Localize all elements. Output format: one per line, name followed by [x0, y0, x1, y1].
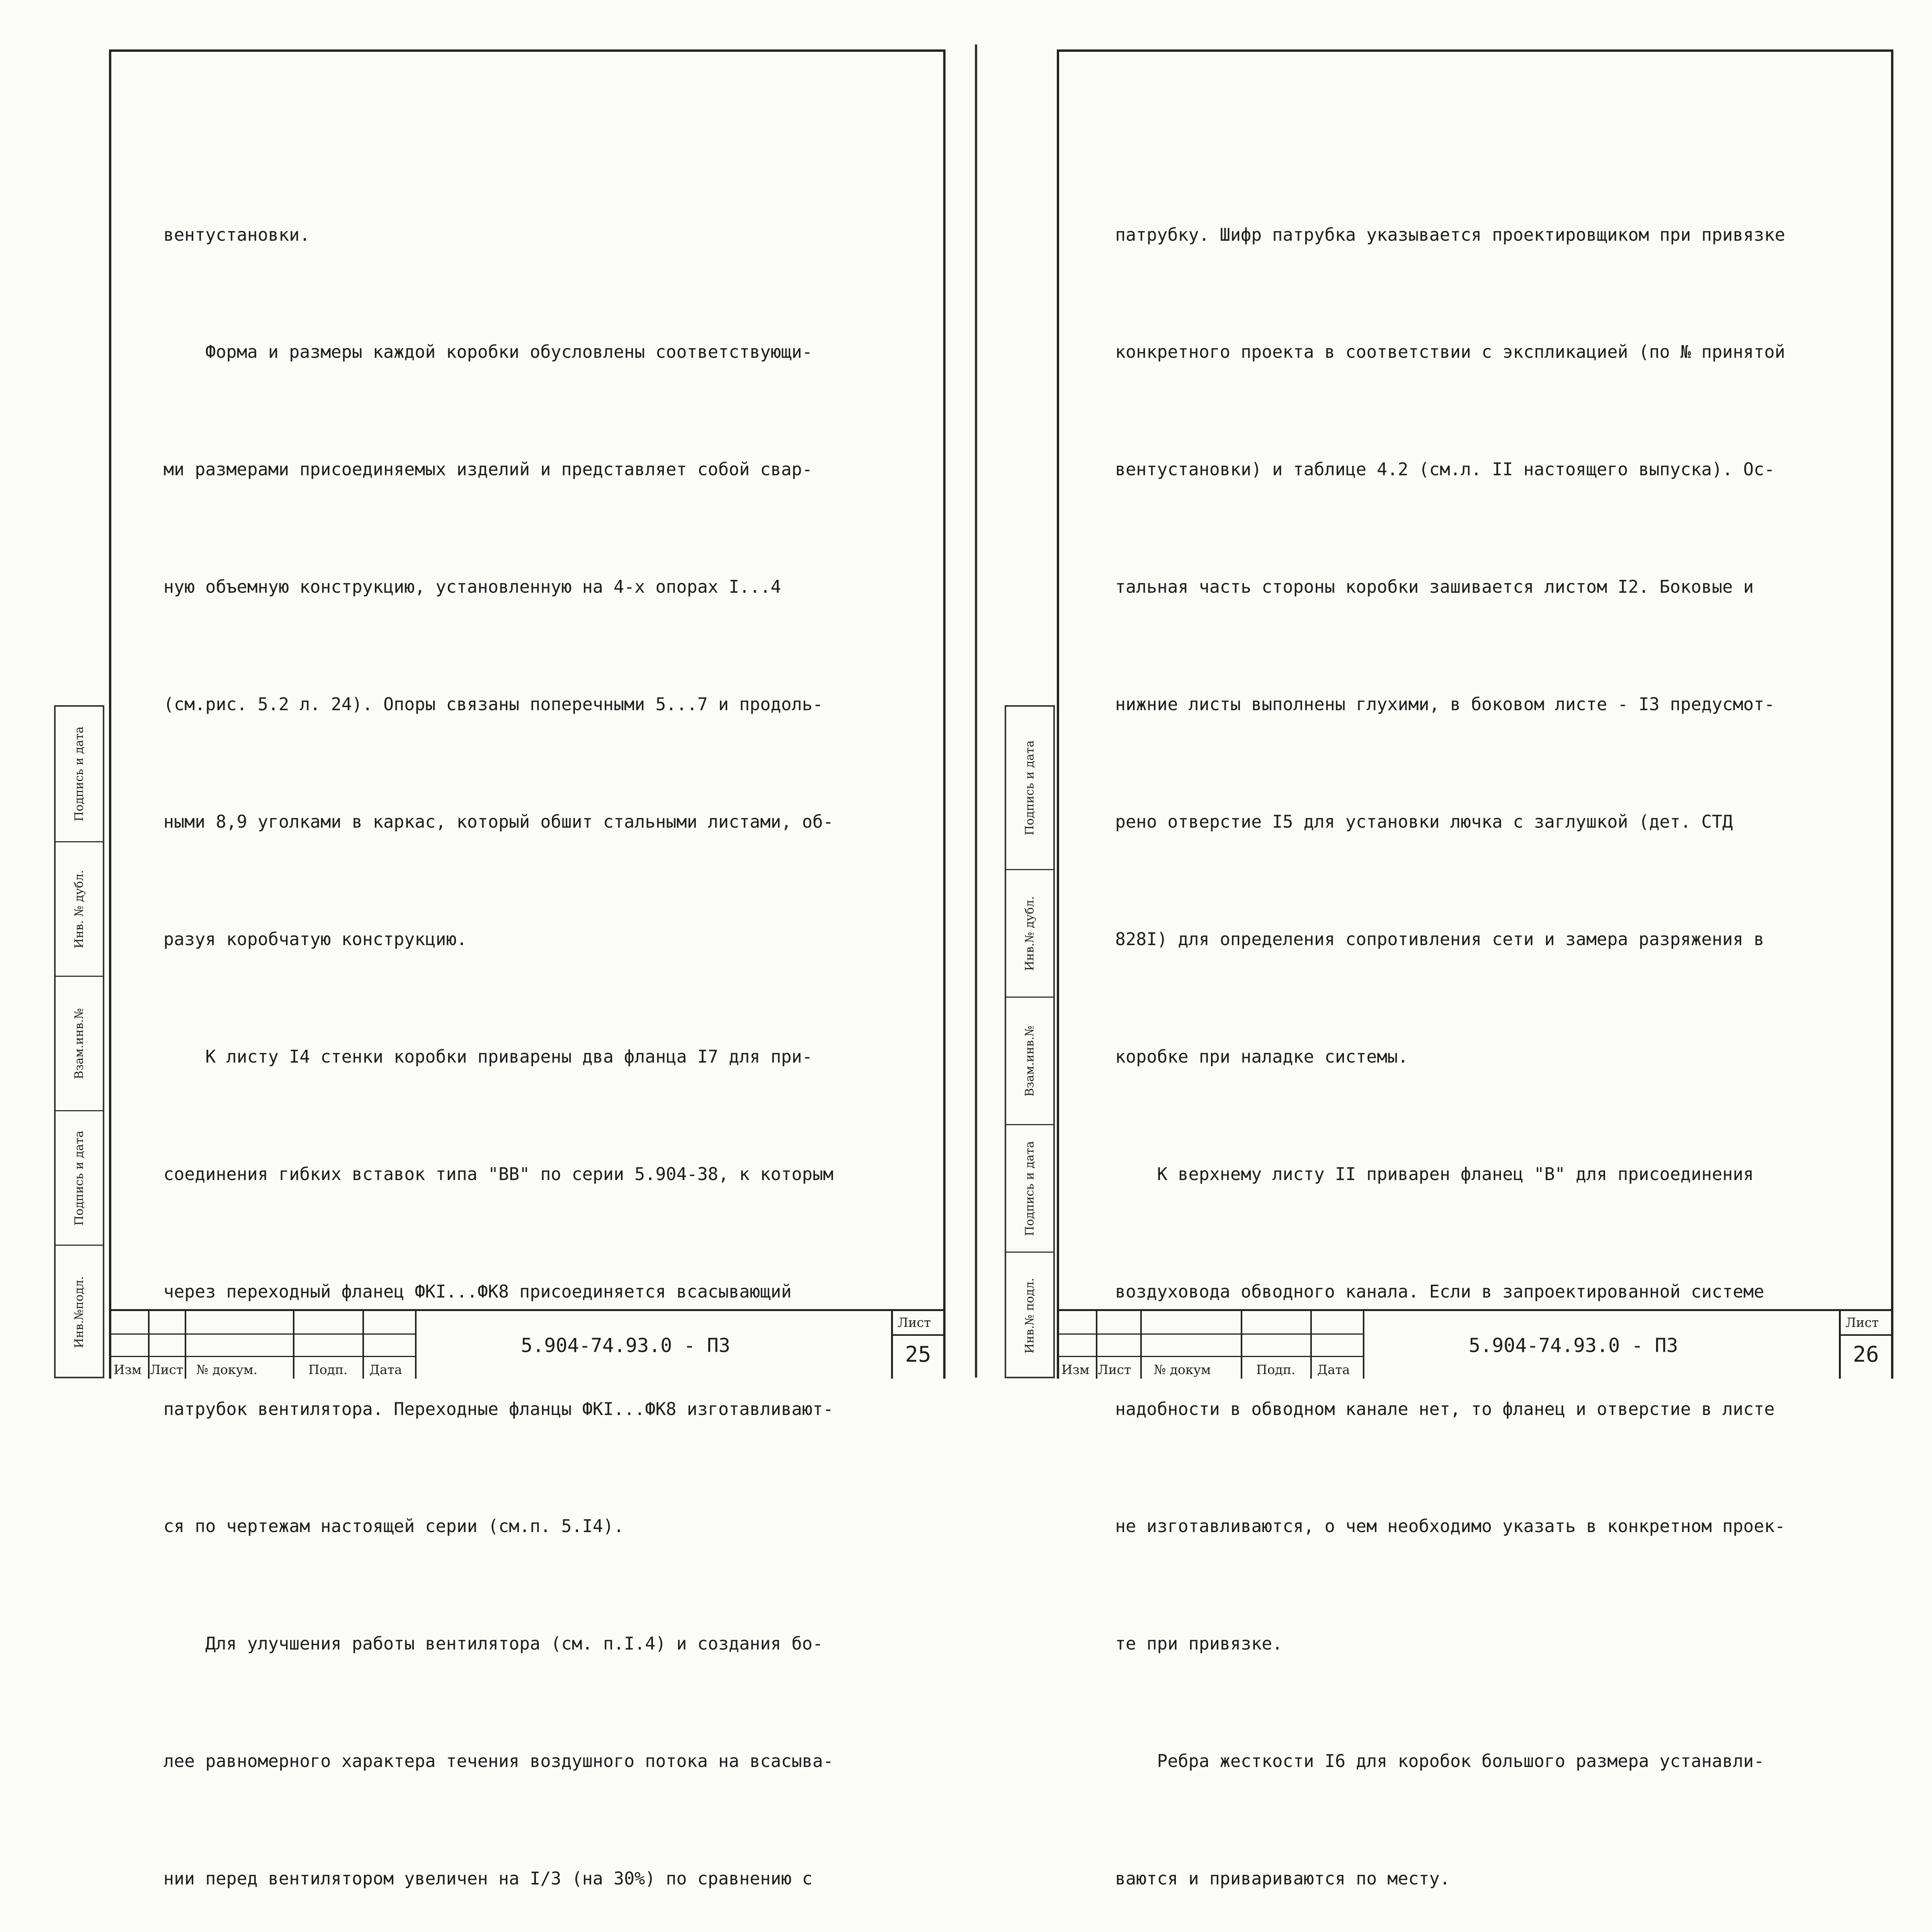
grid-rule [1140, 1311, 1142, 1379]
text-line: те при привязке. [1115, 1633, 1283, 1654]
header-list: Лист [150, 1362, 184, 1377]
strip-cell [1006, 869, 1053, 997]
text-line: (см.рис. 5.2 л. 24). Опоры связаны поперечными 5...7 и продоль- [163, 694, 823, 715]
document-code: 5.904-74.93.0 - ПЗ [521, 1334, 730, 1357]
sheet-number-box [1839, 1311, 1891, 1379]
text-line: патрубку. Шифр патрубка указывается проектировщиком при привязке [1115, 224, 1785, 245]
strip-cell [56, 1245, 103, 1378]
binding-divider [975, 44, 977, 1378]
text-line: конкретного проекта в соответствии с экспликацией (по № принятой [1115, 342, 1785, 362]
strip-cell [56, 707, 103, 841]
strip-cell [56, 1110, 103, 1245]
text-line: ми размерами присоединяемых изделий и представляет собой свар- [163, 459, 813, 480]
strip-cell [1006, 707, 1053, 869]
body-text [163, 137, 921, 1932]
strip-label: Инв. № дубл. [72, 870, 86, 948]
text-line: вентустановки) и таблице 4.2 (см.л. II настоящего выпуска). Ос- [1115, 459, 1775, 480]
text-line: не изготавливаются, о чем необходимо указать в конкретном проек- [1115, 1516, 1785, 1537]
strip-label: Подпись и дата [72, 1130, 86, 1226]
header-izm: Изм [114, 1362, 142, 1377]
text-line: Для улучшения работы вентилятора (см. п.I.4) и создания бо- [163, 1633, 823, 1654]
header-izm: Изм [1061, 1362, 1090, 1377]
sheet-label: Лист [898, 1315, 931, 1330]
text-line: Ребра жесткости I6 для коробок большого размера устанавли- [1115, 1751, 1764, 1772]
text-line: через переходный фланец ФКI...ФК8 присоединяется всасывающий [163, 1281, 792, 1302]
document-sheet-right [1057, 49, 1893, 1889]
header-date: Дата [369, 1362, 402, 1377]
grid-rule [1241, 1311, 1242, 1379]
grid-rule [111, 1356, 417, 1357]
grid-rule [415, 1311, 417, 1379]
text-line: вентустановки. [163, 224, 310, 245]
strip-label: Взам.инв.№ [72, 1008, 86, 1079]
text-line: патрубок вентилятора. Переходные фланцы ФКI...ФК8 изготавливают- [163, 1398, 833, 1419]
approval-strip-right [1005, 705, 1055, 1378]
strip-label: Инв.№ подл. [1023, 1277, 1037, 1354]
header-doc-number: № докум. [196, 1362, 258, 1377]
strip-label: Подпись и дата [72, 726, 86, 821]
text-line: Форма и размеры каждой коробки обусловлены соответствующи- [163, 342, 813, 362]
text-line: воздуховода обводного канала. Если в запроектированной системе [1115, 1281, 1764, 1302]
grid-rule [1059, 1333, 1364, 1335]
text-line: ся по чертежам настоящей серии (см.п. 5.I4). [163, 1516, 624, 1537]
text-line: ваются и привариваются по месту. [1115, 1868, 1450, 1889]
strip-cell [1006, 997, 1053, 1124]
grid-rule [1363, 1311, 1364, 1379]
text-line: лее равномерного характера течения воздушного потока на всасыва- [163, 1751, 833, 1772]
document-code: 5.904-74.93.0 - ПЗ [1469, 1334, 1678, 1357]
title-block [111, 1309, 943, 1379]
text-line: 828I) для определения сопротивления сети и замера разряжения в [1115, 929, 1764, 949]
text-line: нижние листы выполнены глухими, в боковом листе - I3 предусмот- [1115, 694, 1775, 715]
text-line: коробке при наладке системы. [1115, 1046, 1408, 1067]
strip-label: Подпись и дата [1023, 740, 1037, 835]
sheet-number: 26 [1853, 1342, 1879, 1367]
text-line: тальная часть стороны коробки зашивается листом I2. Боковые и [1115, 577, 1754, 597]
strip-cell [1006, 1124, 1053, 1252]
grid-rule [148, 1311, 150, 1379]
strip-label: Инв.№подл. [72, 1276, 86, 1348]
strip-cell [56, 841, 103, 976]
strip-label: Подпись и дата [1023, 1141, 1037, 1236]
header-list: Лист [1098, 1362, 1131, 1377]
grid-rule [185, 1311, 186, 1379]
strip-label: Взам.инв.№ [1023, 1025, 1037, 1097]
grid-rule [893, 1334, 943, 1336]
header-signature: Подп. [1256, 1362, 1296, 1377]
strip-label: Инв.№ дубл. [1023, 896, 1037, 971]
text-line: ную объемную конструкцию, установленную на 4-х опорах I...4 [163, 577, 781, 597]
sheet-label: Лист [1845, 1315, 1879, 1330]
grid-rule [362, 1311, 364, 1379]
header-signature: Подп. [308, 1362, 348, 1377]
grid-rule [1096, 1311, 1097, 1379]
header-date: Дата [1317, 1362, 1350, 1377]
text-line: надобности в обводном канале нет, то фланец и отверстие в листе [1115, 1398, 1775, 1419]
text-line: разуя коробчатую конструкцию. [163, 929, 467, 949]
grid-rule [1841, 1334, 1891, 1336]
body-text [1115, 137, 1872, 1932]
grid-rule [1059, 1356, 1364, 1357]
sheet-number: 25 [905, 1342, 931, 1367]
sheet-number-box [891, 1311, 943, 1379]
strip-cell [56, 976, 103, 1110]
text-line: соединения гибких вставок типа "ВВ" по серии 5.904-38, к которым [163, 1163, 833, 1184]
header-doc-number: № докум [1154, 1362, 1211, 1377]
text-line: рено отверстие I5 для установки лючка с заглушкой (дет. СТД [1115, 811, 1733, 832]
strip-cell [1006, 1252, 1053, 1378]
revision-grid [111, 1311, 417, 1379]
text-line: К верхнему листу II приварен фланец "В" для присоединения [1115, 1163, 1754, 1184]
text-line: нии перед вентилятором увеличен на I/3 (на 30%) по сравнению с [163, 1868, 813, 1889]
grid-rule [293, 1311, 294, 1379]
grid-rule [1310, 1311, 1312, 1379]
title-block [1059, 1309, 1891, 1379]
text-line: ными 8,9 уголками в каркас, который обшит стальными листами, об- [163, 811, 833, 832]
text-line: К листу I4 стенки коробки приварены два фланца I7 для при- [163, 1046, 813, 1067]
approval-strip-left [54, 705, 104, 1378]
grid-rule [111, 1333, 417, 1335]
revision-grid [1059, 1311, 1364, 1379]
document-sheet-left [109, 49, 946, 1889]
